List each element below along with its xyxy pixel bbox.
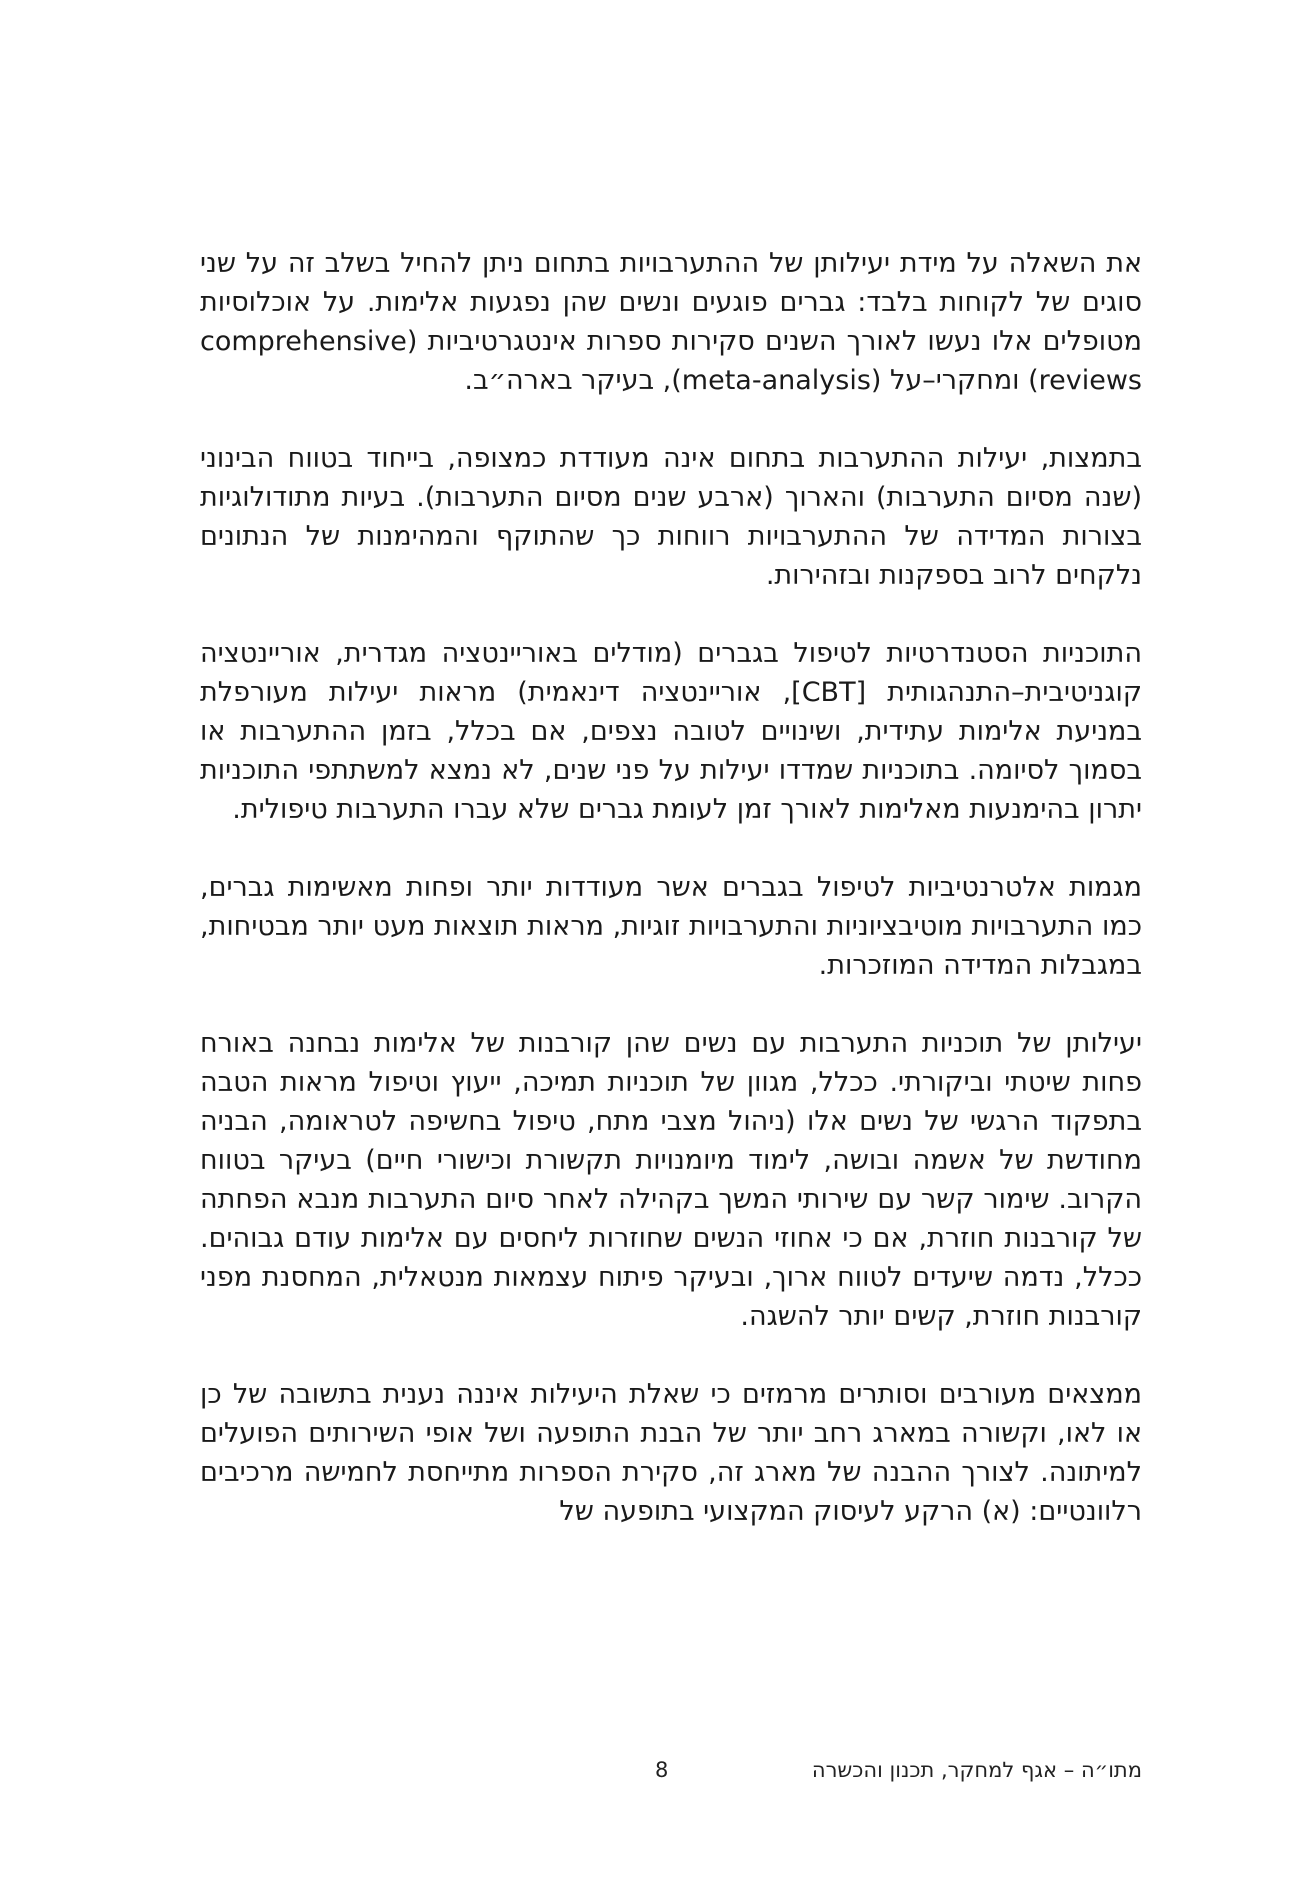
paragraph-standard-programs: התוכניות הסטנדרטיות לטיפול בגברים (מודלים באוריינטציה מגדרית, אוריינטציה קוגניטיבית–התנהגותית [CBT], אוריינטציה דינאמית) מראות יעילות מעורפלת במניעת אלימות עתידית, ושינויים לטובה נצפים, אם בכלל, בזמן ההתערבות או בסמוך לסיומה. בתוכניות שמדדו יעילות על פני שנים, לא נמצא למשתתפי התוכניות יתרון בהימנעות מאלימות לאורך זמן לעומת גברים שלא עברו התערבות טיפולית. <box>200 638 1143 825</box>
paragraph-mixed-findings: ממצאים מעורבים וסותרים מרמזים כי שאלת היעילות איננה נענית בתשובה של כן או לאו, וקשורה במארג רחב יותר של הבנת התופעה ושל אופי השירותים הפועלים למיתונה. לצורך ההבנה של מארג זה, סקירת הספרות מתייחסת לחמישה מרכיבים רלוונטיים: (א) הרקע לעיסוק המקצועי בתופעה של <box>200 1379 1142 1527</box>
document-body <box>200 244 1142 1570</box>
paragraph-alternative-approaches: מגמות אלטרנטיביות לטיפול בגברים אשר מעודדות יותר ופחות מאשימות גברים, כמו התערבויות מוטיבציוניות והתערבויות זוגיות, מראות תוצאות מעט יותר מבטיחות, במגבלות המדידה המוזכרות. <box>200 872 1142 981</box>
paragraph-summary: בתמצות, יעילות ההתערבות בתחום אינה מעודדת כמצופה, בייחוד בטווח הבינוני (שנה מסיום התערבות) והארוך (ארבע שנים מסיום התערבות). בעיות מתודולוגיות בצורות המדידה של ההתערבויות רווחות כך שהתוקף והמהימנות של הנתונים נלקחים לרוב בספקנות ובזהירות. <box>200 443 1142 591</box>
paragraph-effectiveness-question: את השאלה על מידת יעילותן של ההתערבויות בתחום ניתן להחיל בשלב זה על שני סוגים של לקוחות בלבד: גברים פוגעים ונשים שהן נפגעות אלימות. על אוכלוסיות מטופלים אלו נעשו לאורך השנים סקירות ספרות אינטגרטיביות (comprehensive reviews) ומחקרי–על (meta-analysis), בעיקר בארה״ב. <box>200 248 1142 396</box>
page-number: 8 <box>655 1758 669 1782</box>
page-footer <box>200 1758 1142 1798</box>
paragraph-women-victims: יעילותן של תוכניות התערבות עם נשים שהן קורבנות של אלימות נבחנה באורח פחות שיטתי וביקורתי. ככלל, מגוון של תוכניות תמיכה, ייעוץ וטיפול מראות הטבה בתפקוד הרגשי של נשים אלו (ניהול מצבי מתח, טיפול בחשיפה לטראומה, הבניה מחודשת של אשמה ובושה, לימוד מיומנויות תקשורת וכישורי חיים) בעיקר בטווח הקרוב. שימור קשר עם שירותי המשך בקהילה לאחר סיום התערבות מנבא הפחתה של קורבנות חוזרת, אם כי אחוזי הנשים שחוזרות ליחסים עם אלימות עודם גבוהים. ככלל, נדמה שיעדים לטווח ארוך, ובעיקר פיתוח עצמאות מנטאלית, המחסנת מפני קורבנות חוזרת, קשים יותר להשגה. <box>200 1028 1142 1332</box>
footer-title: מתו״ה – אגף למחקר, תכנון והכשרה <box>811 1758 1142 1782</box>
